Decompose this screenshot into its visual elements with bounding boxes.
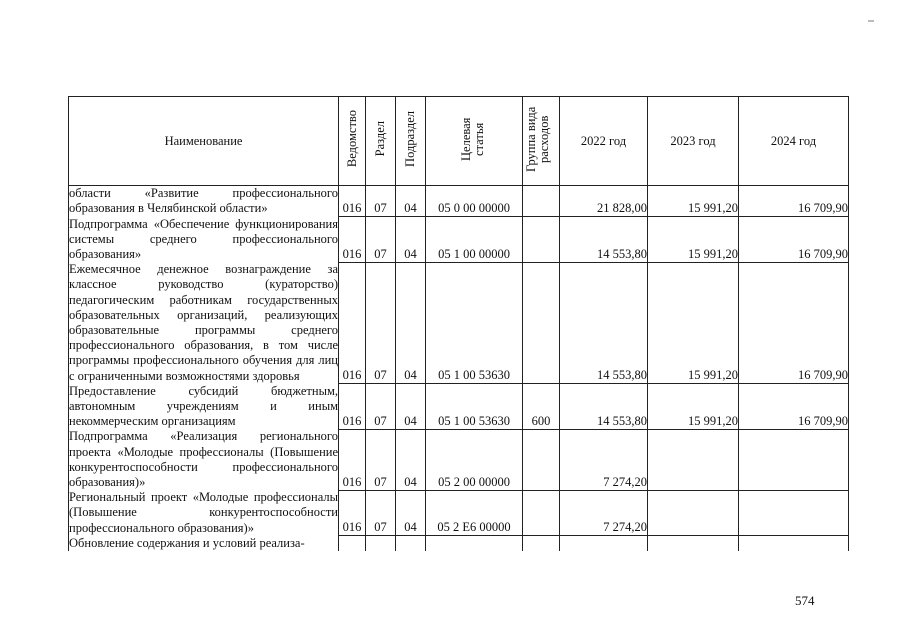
row-name-cell: Подпрограмма «Обеспечение функционирования системы среднего профессионального образования» [69, 216, 338, 262]
podrazdel-value: 04 [404, 246, 417, 261]
value-2023-cell [648, 217, 739, 263]
value-2022-cell [560, 217, 648, 263]
razdel-cell [366, 262, 396, 384]
value-2023-cell [648, 536, 739, 551]
value-2022-value: 14 553,80 [597, 246, 647, 261]
value-2022-cell [560, 429, 648, 490]
razdel-value: 07 [374, 200, 387, 215]
vedomstvo-cell [339, 429, 366, 490]
razdel-cell [366, 536, 396, 551]
gruppa-cell [523, 186, 560, 217]
vedomstvo-value: 016 [342, 200, 362, 215]
podrazdel-value: 04 [404, 368, 417, 383]
podrazdel-cell [396, 384, 426, 430]
value-2022-cell [560, 490, 648, 536]
row-name-cell: области «Развитие профессионального образования в Челябинской области» [69, 186, 338, 216]
col-2023-header: 2023 год [648, 97, 739, 186]
podrazdel-value: 04 [404, 200, 417, 215]
table-row [69, 384, 849, 430]
vedomstvo-value: 016 [342, 368, 362, 383]
value-2022-cell [560, 186, 648, 217]
celevaya-cell [426, 217, 523, 263]
gruppa-value [523, 549, 559, 551]
celevaya-value [426, 549, 522, 551]
value-2024-cell [739, 490, 849, 536]
scan-mark [868, 20, 874, 22]
value-2022-value: 21 828,00 [597, 200, 647, 215]
vedomstvo-cell [339, 536, 366, 551]
vedomstvo-cell [339, 490, 366, 536]
celevaya-value: 05 0 00 00000 [438, 200, 510, 215]
value-2022-value: 7 274,20 [603, 474, 647, 489]
value-2024-value: 16 709,90 [798, 246, 848, 261]
value-2024-cell [739, 186, 849, 217]
razdel-cell [366, 490, 396, 536]
podrazdel-value [396, 549, 425, 551]
row-name-cell: Подпрограмма «Реализация регионального проекта «Молодые профессионалы (Повышение конкурентоспособности профессионального образования)» [69, 429, 338, 490]
value-2022-cell [560, 384, 648, 430]
value-2023-cell [648, 186, 739, 217]
row-name-cell: Предоставление субсидий бюджетным, автономным учреждениям и иным некоммерческим организациям [69, 383, 338, 429]
value-2022-cell [560, 262, 648, 384]
table-row [69, 429, 849, 490]
celevaya-value: 05 1 00 53630 [438, 413, 510, 428]
podrazdel-value: 04 [404, 474, 417, 489]
vedomstvo-value: 016 [342, 413, 362, 428]
value-2024-value [739, 549, 848, 551]
table-body [69, 186, 849, 551]
value-2024-cell [739, 384, 849, 430]
vedomstvo-cell [339, 384, 366, 430]
celevaya-cell [426, 384, 523, 430]
razdel-cell [366, 429, 396, 490]
value-2024-value: 16 709,90 [798, 368, 848, 383]
razdel-value: 07 [374, 368, 387, 383]
col-2024-header: 2024 год [739, 97, 849, 186]
gruppa-cell [523, 262, 560, 384]
celevaya-cell [426, 429, 523, 490]
table-row [69, 217, 849, 263]
value-2023-value: 15 991,20 [688, 200, 738, 215]
celevaya-cell [426, 490, 523, 536]
podrazdel-cell [396, 536, 426, 551]
podrazdel-cell [396, 429, 426, 490]
celevaya-value: 05 1 00 00000 [438, 246, 510, 261]
razdel-value: 07 [374, 474, 387, 489]
value-2022-value: 14 553,80 [597, 368, 647, 383]
col-vedomstvo-header: Ведомство [339, 97, 366, 186]
razdel-value: 07 [374, 413, 387, 428]
gruppa-cell [523, 217, 560, 263]
table-row [69, 186, 849, 217]
col-2022-header: 2022 год [560, 97, 648, 186]
value-2022-value: 14 553,80 [597, 413, 647, 428]
vedomstvo-value [339, 549, 365, 551]
table-row [69, 490, 849, 536]
value-2024-cell [739, 262, 849, 384]
value-2024-cell [739, 217, 849, 263]
vedomstvo-value: 016 [342, 520, 362, 535]
celevaya-value: 05 2 E6 00000 [437, 520, 511, 535]
value-2024-cell [739, 536, 849, 551]
gruppa-cell [523, 490, 560, 536]
razdel-cell [366, 384, 396, 430]
podrazdel-cell [396, 490, 426, 536]
podrazdel-cell [396, 186, 426, 217]
value-2023-cell [648, 429, 739, 490]
table-row [69, 536, 849, 551]
value-2023-cell [648, 384, 739, 430]
value-2024-value: 16 709,90 [798, 200, 848, 215]
podrazdel-cell [396, 262, 426, 384]
page-number: 574 [795, 593, 815, 608]
celevaya-cell [426, 262, 523, 384]
value-2024-cell [739, 429, 849, 490]
value-2022-value: 7 274,20 [603, 520, 647, 535]
value-2023-value: 15 991,20 [688, 368, 738, 383]
col-gruppa-header: Группа вида расходов [523, 97, 560, 186]
vedomstvo-cell [339, 262, 366, 384]
gruppa-cell [523, 384, 560, 430]
value-2022-cell [560, 536, 648, 551]
celevaya-cell [426, 186, 523, 217]
col-name-header: Наименование [69, 97, 339, 186]
razdel-value: 07 [374, 520, 387, 535]
value-2023-value: 15 991,20 [688, 413, 738, 428]
vedomstvo-value: 016 [342, 474, 362, 489]
vedomstvo-cell [339, 217, 366, 263]
row-name-cell: Ежемесячное денежное вознаграждение за классное руководство (кураторство) педагогическим работникам государственных образовательных организаций, реализующих образовательные программы среднего профессионального образования, в том числе программы профессионального обучения для лиц с ограниченными возможностями здоровья [69, 262, 338, 383]
value-2023-value: 15 991,20 [688, 246, 738, 261]
row-name-cell: Обновление содержания и условий реализа- [69, 536, 339, 551]
gruppa-cell [523, 536, 560, 551]
gruppa-cell [523, 429, 560, 490]
value-2023-value [648, 549, 738, 551]
podrazdel-value: 04 [404, 413, 417, 428]
row-name-cell: Региональный проект «Молодые профессионалы (Повышение конкурентоспособности профессионального образования)» [69, 490, 338, 535]
razdel-value: 07 [374, 246, 387, 261]
celevaya-value: 05 1 00 53630 [438, 368, 510, 383]
podrazdel-value: 04 [404, 520, 417, 535]
vedomstvo-cell [339, 186, 366, 217]
table-row [69, 262, 849, 384]
razdel-cell [366, 186, 396, 217]
celevaya-cell [426, 536, 523, 551]
value-2024-value: 16 709,90 [798, 413, 848, 428]
vedomstvo-value: 016 [342, 246, 362, 261]
value-2023-cell [648, 490, 739, 536]
col-razdel-header: Раздел [366, 97, 396, 186]
gruppa-value: 600 [531, 413, 551, 428]
podrazdel-cell [396, 217, 426, 263]
value-2023-cell [648, 262, 739, 384]
col-celevaya-header: Целевая статья [426, 97, 523, 186]
value-2022-value [560, 549, 647, 551]
budget-table [68, 96, 849, 551]
header-row [69, 97, 849, 186]
celevaya-value: 05 2 00 00000 [438, 474, 510, 489]
razdel-cell [366, 217, 396, 263]
razdel-value [366, 549, 395, 551]
col-podrazdel-header: Подраздел [396, 97, 426, 186]
